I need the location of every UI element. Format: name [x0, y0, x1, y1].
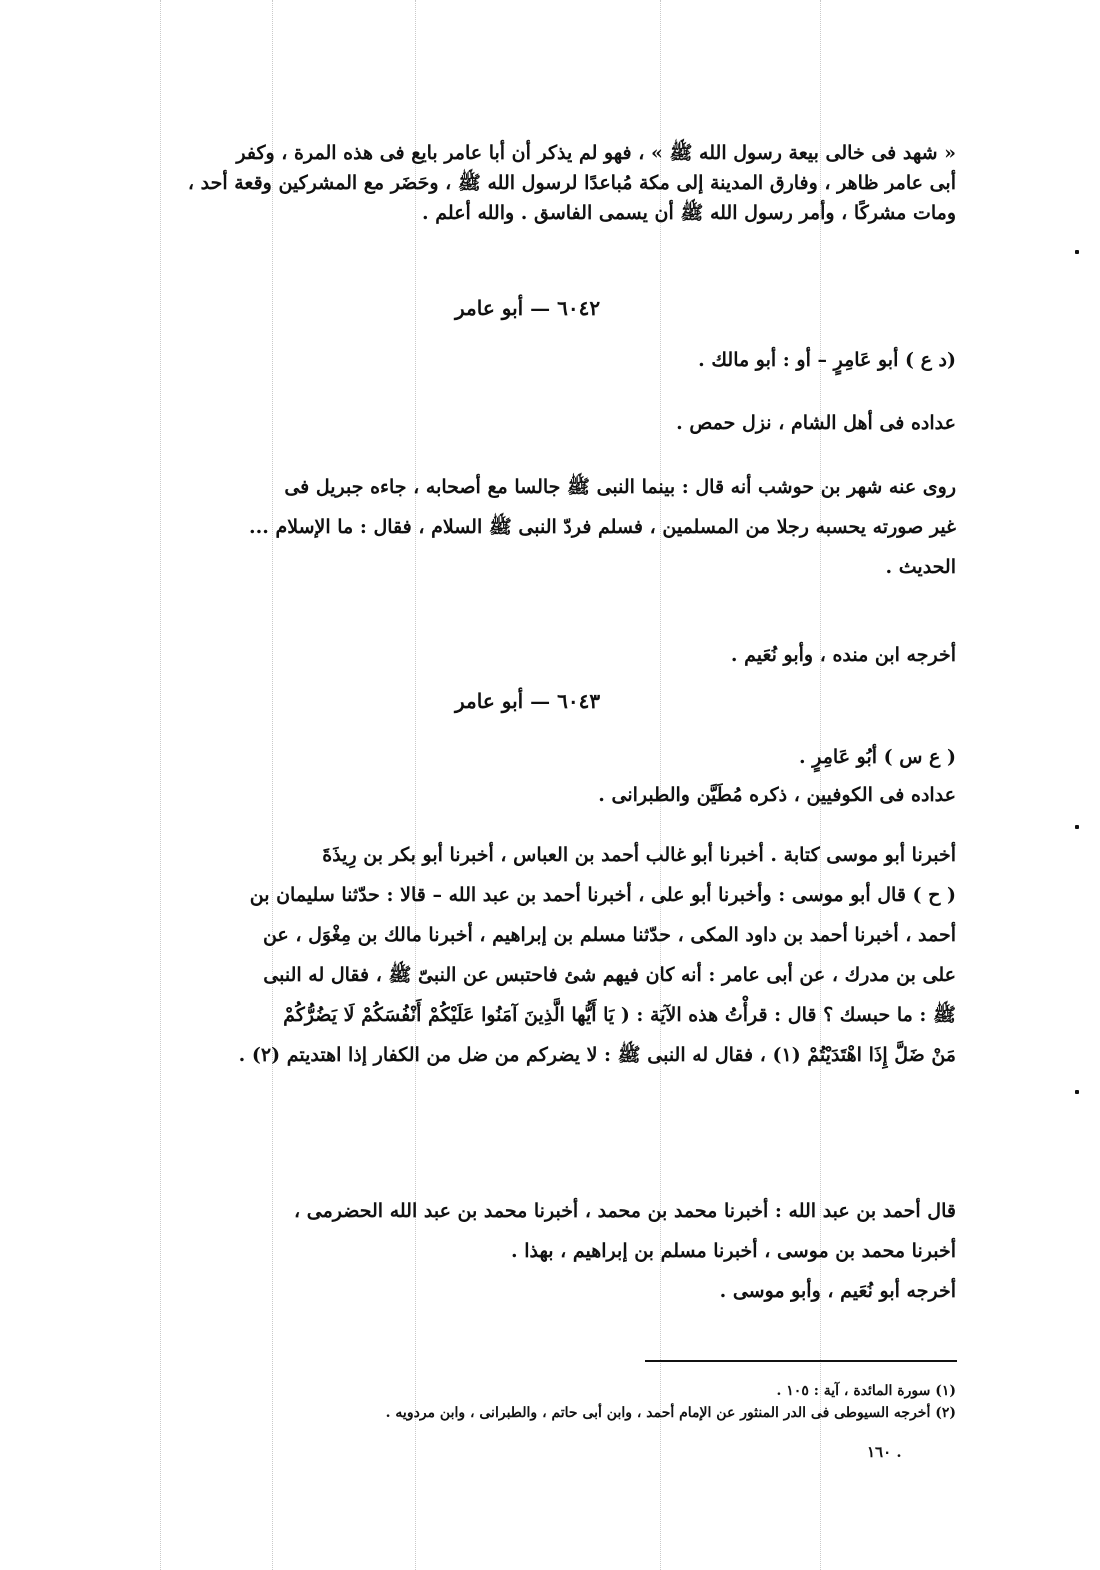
- entry-body: [244, 408, 956, 438]
- continuation-paragraph: [187, 138, 956, 228]
- scan-artifact-dot: [1075, 250, 1079, 254]
- entry-body: [244, 640, 956, 670]
- entry-heading: ٦٠٤٣ — أبو عامر: [455, 689, 601, 713]
- entry-body: [238, 840, 956, 1070]
- text-line: (د ع ) أبو عَامِرٍ – أو : أبو مالك .: [698, 349, 956, 371]
- text-line: أخرجه أبو نُعَيم ، وأبو موسى .: [719, 1280, 956, 1302]
- entry-heading: ٦٠٤٢ — أبو عامر: [455, 296, 601, 320]
- text-line: عداده فى الكوفيين ، ذكره مُطَيَّن والطبرانى .: [598, 784, 956, 806]
- entry-body: [244, 472, 956, 582]
- entry-body: [244, 1196, 956, 1306]
- scan-artifact-dot: [1075, 825, 1079, 829]
- text-line: مَنْ ضَلَّ إِذَا اهْتَدَيْتُمْ (١) ، فقال له النبى ﷺ : لا يضركم من ضل من الكفار إذا اهتديتم (٢) .: [238, 1044, 956, 1066]
- text-line: على بن مدرك ، عن أبى عامر : أنه كان فيهم شئ فاحتبس عن النبىّ ﷺ ، فقال له النبى: [263, 964, 956, 986]
- text-line: ﷺ : ما حبسك ؟ قال : قرأْتُ هذه الآيَة : ( يَا أَيُّها الَّذِينَ آمَنُوا عَلَيْكُمْ أَنْفُسَكُمْ لَا يَضُرُّكُمْ: [283, 1004, 956, 1026]
- text-line: ( ح ) قال أبو موسى : وأخبرنا أبو على ، أخبرنا أحمد بن عبد الله – قالا : حدّثنا سليمان بن: [249, 884, 956, 906]
- text-line: ومات مشركًا ، وأمر رسول الله ﷺ أن يسمى الفاسق . والله أعلم .: [422, 202, 956, 224]
- text-line: أخبرنا أبو موسى كتابة . أخبرنا أبو غالب أحمد بن العباس ، أخبرنا أبو بكر بن رِيذَةَ: [322, 844, 956, 866]
- text-line: ( ع س ) أبُو عَامِرٍ .: [799, 746, 956, 768]
- entry-body: [244, 742, 956, 810]
- text-line: الحديث .: [885, 556, 956, 578]
- footnote: (١) سورة المائدة ، آية : ١٠٥ .: [776, 1383, 956, 1399]
- scan-artifact-dot: [1075, 1090, 1079, 1094]
- scan-artifact-line: [160, 0, 161, 1570]
- page-number: ١٦٠ .: [867, 1443, 902, 1461]
- text-line: غير صورته يحسبه رجلا من المسلمين ، فسلم فردّ النبى ﷺ السلام ، فقال : ما الإسلام ...: [249, 516, 956, 538]
- footnote-divider: [645, 1360, 957, 1362]
- text-line: أحمد ، أخبرنا أحمد بن داود المكى ، حدّثنا مسلم بن إبراهيم ، أخبرنا مالك بن مِغْوَل ، عن: [262, 924, 956, 946]
- text-line: أخبرنا محمد بن موسى ، أخبرنا مسلم بن إبراهيم ، بهذا .: [510, 1240, 956, 1262]
- footnote: (٢) أخرجه السيوطى فى الدر المنثور عن الإمام أحمد ، وابن أبى حاتم ، والطبرانى ، وابن مردويه .: [385, 1405, 956, 1421]
- text-line: أبى عامر ظاهر ، وفارق المدينة إلى مكة مُباعدًا لرسول الله ﷺ ، وحَضَر مع المشركين وقعة أحد ،: [187, 172, 956, 194]
- text-line: عداده فى أهل الشام ، نزل حمص .: [676, 412, 956, 434]
- text-line: « شهد فى خالى بيعة رسول الله ﷺ » ، فهو لم يذكر أن أبا عامر بايع فى هذه المرة ، وكفر: [236, 142, 956, 164]
- text-line: أخرجه ابن منده ، وأبو نُعَيم .: [730, 644, 956, 666]
- text-line: قال أحمد بن عبد الله : أخبرنا محمد بن محمد ، أخبرنا محمد بن عبد الله الحضرمى ،: [294, 1200, 956, 1222]
- text-line: روى عنه شهر بن حوشب أنه قال : بينما النبى ﷺ جالسا مع أصحابه ، جاءه جبريل فى: [284, 476, 956, 498]
- entry-body: [244, 345, 956, 375]
- footnotes: [244, 1380, 956, 1424]
